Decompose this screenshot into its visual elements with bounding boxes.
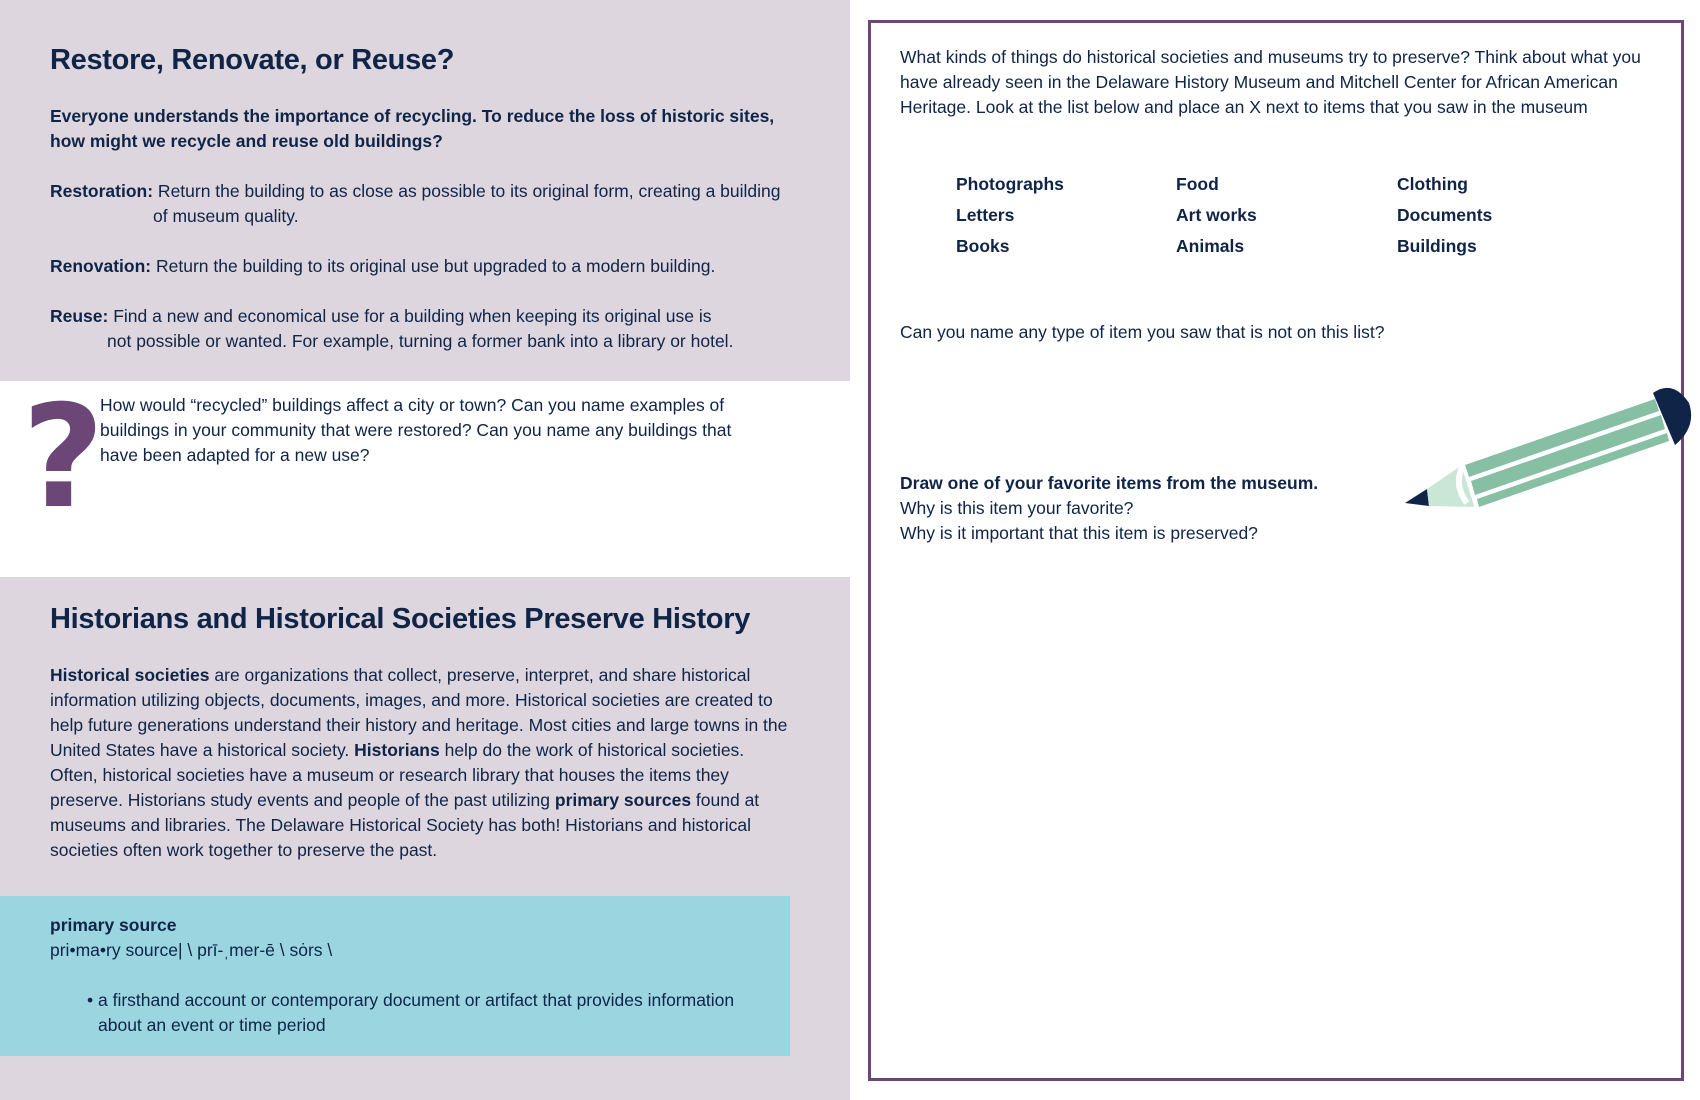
draw-question: Why is this item your favorite?: [900, 498, 1134, 518]
paragraph-text: are organizations that collect, preserve, interpret, and share historical information utilizing objects, documents, images, and more. Historical societies are created to help future generations understand their history and heritage. Most cities and large towns in the United States have a historical society.: [50, 665, 788, 760]
historians-title: Historians and Historical Societies Preserve History: [50, 603, 751, 635]
checklist-item[interactable]: Documents: [1397, 205, 1493, 225]
definition-text: a firsthand account or contemporary document or artifact that provides information about an event or time period: [98, 990, 735, 1035]
bold-term: Historical societies: [50, 665, 210, 685]
draw-prompt: [900, 471, 1318, 546]
question-text: How would “recycled” buildings affect a city or town? Can you name examples of buildings in your community that were restored? Can you name any buildings that have been adapted for a new use?: [100, 395, 732, 465]
term-label: Reuse:: [50, 306, 109, 326]
worksheet-intro: What kinds of things do historical societies and museums try to preserve? Think about what you have already seen in the Delaware History Museum and Mitchell Center for African American Heritage. Look at the list below and place an X next to items that you saw in the museum: [900, 47, 1641, 117]
term-definition: Find a new and economical use for a building when keeping its original use is: [108, 306, 712, 326]
bullet-icon: •: [87, 990, 94, 1010]
checklist-item[interactable]: Clothing: [1397, 174, 1468, 194]
question-mark-icon: ?: [22, 375, 105, 540]
restore-lead: Everyone understands the importance of recycling. To reduce the loss of historic sites, how might we recycle and reuse old buildings?: [50, 106, 775, 151]
term-definition-cont: of museum quality.: [153, 206, 299, 226]
definition-item: [87, 988, 767, 1038]
draw-title: Draw one of your favorite items from the museum.: [900, 473, 1319, 493]
term-renovation: [50, 254, 715, 279]
checklist-item[interactable]: Buildings: [1397, 236, 1477, 256]
definition-term: primary source: [50, 915, 177, 935]
worksheet-question: Can you name any type of item you saw that is not on this list?: [900, 322, 1385, 342]
term-definition: Return the building to its original use but upgraded to a modern building.: [151, 256, 716, 276]
term-label: Restoration:: [50, 181, 154, 201]
definition-pronunciation: pri•ma•ry source| \ prī-ˌmer-ē \ sȯrs \: [50, 940, 333, 960]
historians-paragraph: [50, 663, 790, 863]
paragraph-text: found at museums and libraries. The Delaware Historical Society has both! Historians and historical societies often work together to preserve the past.: [50, 790, 760, 860]
term-restoration: [50, 179, 781, 229]
checklist-item[interactable]: Animals: [1176, 236, 1245, 256]
bold-term: Historians: [354, 740, 440, 760]
checklist-item[interactable]: Photographs: [956, 174, 1064, 194]
paragraph-text: help do the work of historical societies. Often, historical societies have a museum or research library that houses the items they preserve. Historians study events and people of the past utilizing: [50, 740, 745, 810]
checklist-item[interactable]: Letters: [956, 205, 1015, 225]
term-definition: Return the building to as close as possible to its original form, creating a building: [153, 181, 781, 201]
term-definition-cont: not possible or wanted. For example, turning a former bank into a library or hotel.: [107, 331, 734, 351]
term-label: Renovation:: [50, 256, 152, 276]
term-reuse: [50, 304, 733, 354]
bold-term: primary sources: [554, 790, 692, 810]
restore-title: Restore, Renovate, or Reuse?: [50, 44, 455, 76]
checklist-item[interactable]: Art works: [1176, 205, 1257, 225]
checklist-item[interactable]: Food: [1176, 174, 1219, 194]
draw-question: Why is it important that this item is preserved?: [900, 523, 1258, 543]
checklist-item[interactable]: Books: [956, 236, 1010, 256]
pencil-icon: [1405, 385, 1695, 520]
